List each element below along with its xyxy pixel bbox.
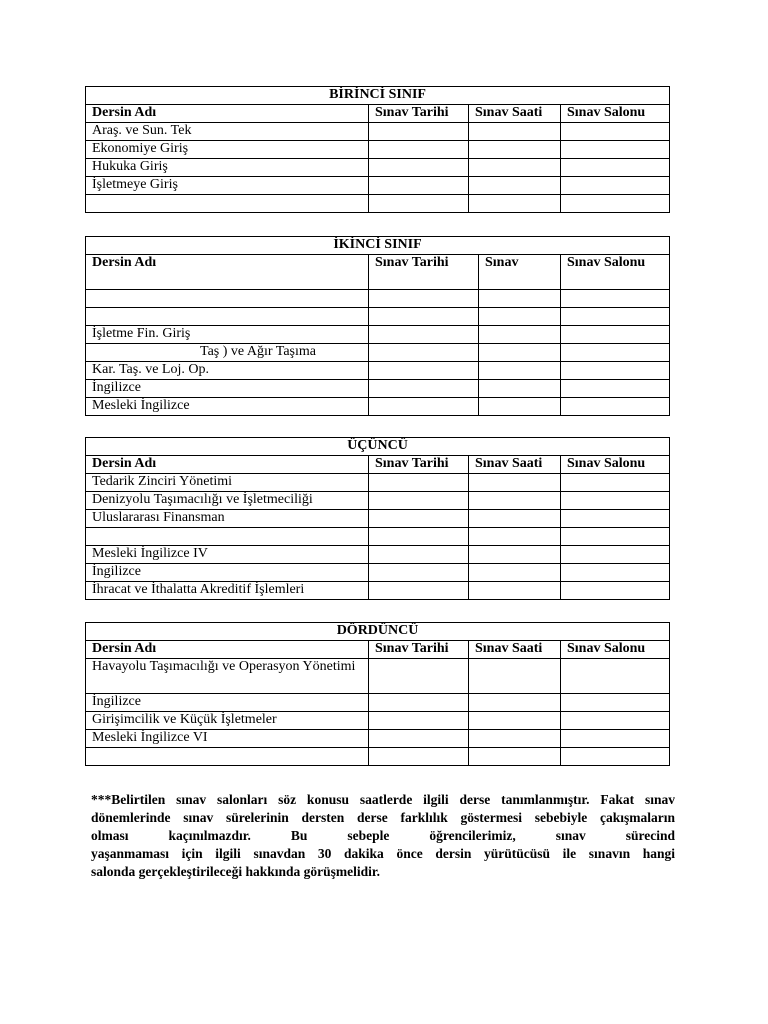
course-name: Mesleki İngilizce VI xyxy=(86,730,369,748)
exam-room-cell xyxy=(561,308,670,326)
exam-date-cell xyxy=(369,123,469,141)
exam-time-cell xyxy=(479,398,561,416)
exam-time-cell xyxy=(469,582,561,600)
course-name: İhracat ve İthalatta Akreditif İşlemleri xyxy=(86,582,369,600)
exam-time-cell xyxy=(479,290,561,308)
column-header-exam-time: Sınav Saati xyxy=(469,641,561,659)
table-row xyxy=(86,528,670,546)
column-header-exam-time: Sınav xyxy=(479,255,561,290)
exam-table-first-year xyxy=(85,86,670,213)
exam-time-cell xyxy=(469,659,561,694)
table-row xyxy=(86,380,670,398)
table-row xyxy=(86,659,670,694)
exam-room-cell xyxy=(561,159,670,177)
exam-date-cell xyxy=(369,712,469,730)
course-name: İngilizce xyxy=(86,564,369,582)
course-name xyxy=(86,308,369,326)
exam-date-cell xyxy=(369,398,479,416)
table-title: ÜÇÜNCÜ xyxy=(86,438,670,456)
column-header-exam-date: Sınav Tarihi xyxy=(369,105,469,123)
course-name: Girişimcilik ve Küçük İşletmeler xyxy=(86,712,369,730)
course-name: Uluslararası Finansman xyxy=(86,510,369,528)
exam-time-cell xyxy=(469,195,561,213)
exam-date-cell xyxy=(369,308,479,326)
course-name: Taş ) ve Ağır Taşıma xyxy=(86,344,369,362)
exam-room-cell xyxy=(561,730,670,748)
exam-table-third-year xyxy=(85,437,670,600)
exam-room-cell xyxy=(561,398,670,416)
course-name: Havayolu Taşımacılığı ve Operasyon Yönetimi xyxy=(86,659,369,694)
course-name: Denizyolu Taşımacılığı ve İşletmeciliği xyxy=(86,492,369,510)
exam-time-cell xyxy=(479,308,561,326)
table-row xyxy=(86,730,670,748)
table-row xyxy=(86,398,670,416)
exam-time-cell xyxy=(469,159,561,177)
course-name xyxy=(86,748,369,766)
table-row xyxy=(86,474,670,492)
exam-room-cell xyxy=(561,748,670,766)
exam-room-cell xyxy=(561,582,670,600)
exam-date-cell xyxy=(369,492,469,510)
exam-date-cell xyxy=(369,474,469,492)
course-name: İngilizce xyxy=(86,380,369,398)
exam-time-cell xyxy=(469,564,561,582)
table-title: İKİNCİ SINIF xyxy=(86,237,670,255)
course-name: Tedarik Zinciri Yönetimi xyxy=(86,474,369,492)
exam-room-cell xyxy=(561,326,670,344)
table-row xyxy=(86,712,670,730)
course-name: Mesleki İngilizce IV xyxy=(86,546,369,564)
exam-time-cell xyxy=(469,546,561,564)
footnote-line: ***Belirtilen sınav salonları söz konusu saatlerde ilgili derse tanımlanmıştır. Fakat sınav xyxy=(91,792,675,807)
table-row xyxy=(86,177,670,195)
table-row xyxy=(86,308,670,326)
table-row xyxy=(86,141,670,159)
course-name: İşletmeye Giriş xyxy=(86,177,369,195)
footnote-paragraph xyxy=(91,791,675,881)
table-row xyxy=(86,290,670,308)
exam-time-cell xyxy=(469,510,561,528)
exam-time-cell xyxy=(469,528,561,546)
exam-time-cell xyxy=(479,326,561,344)
exam-table-fourth-year xyxy=(85,622,670,766)
table-row xyxy=(86,123,670,141)
column-header-course: Dersin Adı xyxy=(86,456,369,474)
course-name: Mesleki İngilizce xyxy=(86,398,369,416)
exam-room-cell xyxy=(561,712,670,730)
exam-time-cell xyxy=(469,730,561,748)
exam-date-cell xyxy=(369,694,469,712)
table-row xyxy=(86,748,670,766)
exam-date-cell xyxy=(369,748,469,766)
exam-time-cell xyxy=(469,123,561,141)
exam-date-cell xyxy=(369,362,479,380)
exam-room-cell xyxy=(561,177,670,195)
exam-room-cell xyxy=(561,492,670,510)
column-header-course: Dersin Adı xyxy=(86,641,369,659)
exam-date-cell xyxy=(369,177,469,195)
exam-room-cell xyxy=(561,195,670,213)
course-name: Hukuka Giriş xyxy=(86,159,369,177)
table-row xyxy=(86,362,670,380)
exam-time-cell xyxy=(479,344,561,362)
exam-room-cell xyxy=(561,380,670,398)
course-name xyxy=(86,290,369,308)
exam-date-cell xyxy=(369,659,469,694)
course-name: İşletme Fin. Giriş xyxy=(86,326,369,344)
exam-date-cell xyxy=(369,546,469,564)
footnote-line: salonda gerçekleştirileceği hakkında görüşmelidir. xyxy=(91,864,381,879)
table-row xyxy=(86,510,670,528)
table-row xyxy=(86,195,670,213)
exam-room-cell xyxy=(561,141,670,159)
column-header-exam-room: Sınav Salonu xyxy=(561,641,670,659)
exam-date-cell xyxy=(369,380,479,398)
exam-room-cell xyxy=(561,474,670,492)
footnote-line: yaşanmaması için ilgili sınavdan 30 dakika önce dersin yürütücüsü ile sınavın hangi xyxy=(91,846,675,861)
column-header-exam-room: Sınav Salonu xyxy=(561,456,670,474)
column-header-exam-room: Sınav Salonu xyxy=(561,105,670,123)
exam-room-cell xyxy=(561,694,670,712)
exam-room-cell xyxy=(561,564,670,582)
footnote-line: olması kaçınılmazdır. Bu sebeple öğrencilerimiz, sınav sürecind xyxy=(91,828,675,843)
exam-room-cell xyxy=(561,344,670,362)
course-name xyxy=(86,528,369,546)
course-name: Ekonomiye Giriş xyxy=(86,141,369,159)
table-title: DÖRDÜNCÜ xyxy=(86,623,670,641)
exam-date-cell xyxy=(369,326,479,344)
exam-date-cell xyxy=(369,582,469,600)
table-row xyxy=(86,582,670,600)
course-name: Kar. Taş. ve Loj. Op. xyxy=(86,362,369,380)
exam-room-cell xyxy=(561,659,670,694)
exam-time-cell xyxy=(469,177,561,195)
table-row xyxy=(86,326,670,344)
table-row xyxy=(86,546,670,564)
exam-date-cell xyxy=(369,290,479,308)
exam-time-cell xyxy=(469,474,561,492)
exam-date-cell xyxy=(369,141,469,159)
exam-time-cell xyxy=(479,380,561,398)
footnote-line: dönemlerinde sınav sürelerinin dersten derse farklılık göstermesi sebebiyle çakışmaların xyxy=(91,810,675,825)
course-name xyxy=(86,195,369,213)
exam-time-cell xyxy=(469,141,561,159)
exam-date-cell xyxy=(369,195,469,213)
exam-time-cell xyxy=(479,362,561,380)
column-header-exam-date: Sınav Tarihi xyxy=(369,456,469,474)
exam-table-second-year xyxy=(85,236,670,416)
exam-date-cell xyxy=(369,528,469,546)
exam-date-cell xyxy=(369,159,469,177)
exam-date-cell xyxy=(369,730,469,748)
column-header-exam-date: Sınav Tarihi xyxy=(369,255,479,290)
column-header-exam-time: Sınav Saati xyxy=(469,456,561,474)
exam-time-cell xyxy=(469,492,561,510)
exam-date-cell xyxy=(369,564,469,582)
column-header-exam-room: Sınav Salonu xyxy=(561,255,670,290)
exam-time-cell xyxy=(469,748,561,766)
column-header-course: Dersin Adı xyxy=(86,255,369,290)
exam-room-cell xyxy=(561,546,670,564)
table-title: BİRİNCİ SINIF xyxy=(86,87,670,105)
column-header-exam-time: Sınav Saati xyxy=(469,105,561,123)
table-row xyxy=(86,344,670,362)
column-header-course: Dersin Adı xyxy=(86,105,369,123)
table-row xyxy=(86,694,670,712)
course-name: Araş. ve Sun. Tek xyxy=(86,123,369,141)
exam-time-cell xyxy=(469,694,561,712)
exam-room-cell xyxy=(561,362,670,380)
exam-room-cell xyxy=(561,123,670,141)
exam-date-cell xyxy=(369,344,479,362)
course-name: İngilizce xyxy=(86,694,369,712)
exam-room-cell xyxy=(561,290,670,308)
exam-date-cell xyxy=(369,510,469,528)
table-row xyxy=(86,564,670,582)
exam-room-cell xyxy=(561,528,670,546)
table-row xyxy=(86,159,670,177)
exam-room-cell xyxy=(561,510,670,528)
exam-time-cell xyxy=(469,712,561,730)
table-row xyxy=(86,492,670,510)
column-header-exam-date: Sınav Tarihi xyxy=(369,641,469,659)
